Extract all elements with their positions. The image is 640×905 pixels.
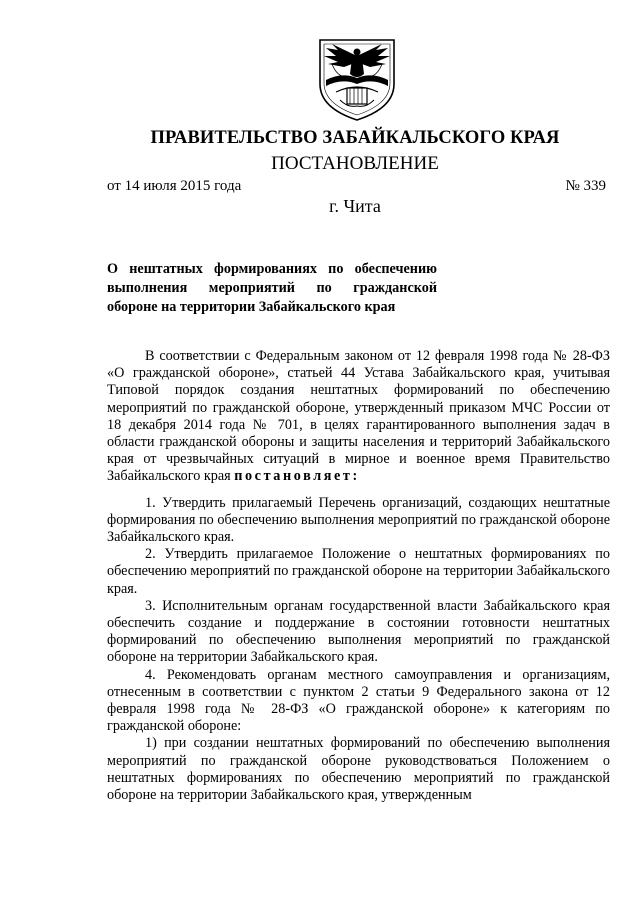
government-name: ПРАВИТЕЛЬСТВО ЗАБАЙКАЛЬСКОГО КРАЯ	[150, 128, 560, 148]
item-paragraph: 4. Рекомендовать органам местного самоуправления и организациям, отнесенным в соответствии с пунктом 2 статьи 9 Федерального закона от 12 февраля 1998 года № 28-ФЗ «О гражданской обороне» к категориям по гражданской обороне:	[107, 666, 610, 735]
decision-word: постановляет:	[234, 468, 360, 485]
preamble-paragraph	[107, 348, 610, 486]
document-number: № 339	[565, 178, 606, 194]
item-paragraph: 2. Утвердить прилагаемое Положение о нештатных формированиях по обеспечению мероприятий по гражданской обороне на территории Забайкальского края.	[107, 546, 610, 597]
item-paragraph: 1. Утвердить прилагаемый Перечень организаций, создающих нештатные формирования по обеспечению выполнения мероприятий по гражданской обороне Забайкальского края.	[107, 494, 610, 546]
document-title: О нештатных формированиях по обеспечению выполнения мероприятий по гражданской обороне на территории Забайкальского края	[107, 261, 437, 315]
item-paragraph: 1) при создании нештатных формирований по обеспечению выполнения мероприятий по гражданской обороне руководствоваться Положением о нештатных формированиях по обеспечению мероприятий по гражданской обороне на территории Забайкальского края, утвержденным	[107, 735, 610, 804]
document-type: ПОСТАНОВЛЕНИЕ	[271, 153, 439, 174]
coat-of-arms-icon	[312, 34, 402, 122]
document-body	[107, 348, 610, 804]
item-paragraph: 3. Исполнительным органам государственной власти Забайкальского края обеспечить создание и поддержание в состоянии готовности нештатных формирований по обеспечению выполнения мероприятий по гражданской обороне на территории Забайкальского края.	[107, 597, 610, 666]
document-city: г. Чита	[329, 196, 381, 216]
preamble-text: В соответствии с Федеральным законом от 12 февраля 1998 года № 28-ФЗ «О гражданской обороне», статьей 44 Устава Забайкальского края, учитывая Типовой порядок создания нештатных формирований по обеспечению мероприятий по гражданской обороне, утвержденный приказом МЧС России от 18 декабря 2014 года № 701, в целях гарантированного выполнения задач в области гражданской обороны и защиты населения и территорий Забайкальского края от чрезвычайных ситуаций в мирное и военное время Правительство Забайкальского края	[107, 348, 610, 485]
document-date: от 14 июля 2015 года	[107, 178, 242, 194]
